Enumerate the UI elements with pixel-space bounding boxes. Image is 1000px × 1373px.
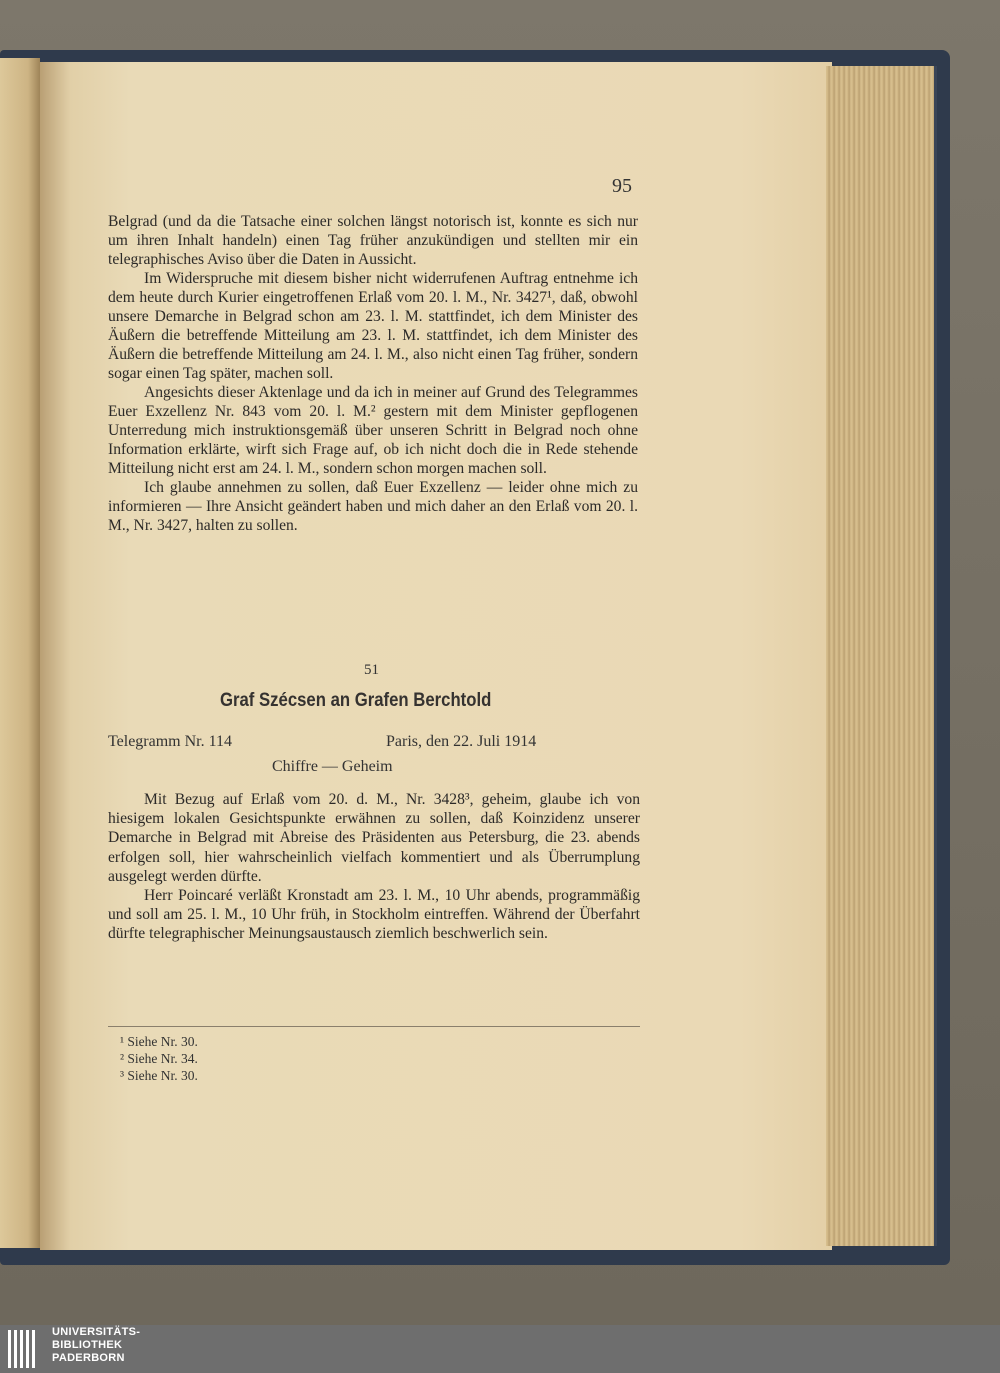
paragraph: Ich glaube annehmen zu sollen, daß Euer Exzellenz — leider ohne mich zu informieren — Ihre Ansicht geändert haben und mich daher an den Erlaß vom 20. l. M., Nr. 3427, halten zu sollen. xyxy=(108,479,638,534)
logo-line: UNIVERSITÄTS- xyxy=(52,1326,141,1338)
paragraph: Herr Poincaré verläßt Kronstadt am 23. l. M., 10 Uhr abends, programmäßig und soll am 25. l. M., 10 Uhr früh, in Stockholm eintreffen. Während der Überfahrt dürfte telegraphischer Meinungsaustausch ziemlich beschwerlich sein. xyxy=(108,887,640,943)
telegram-body xyxy=(108,790,640,944)
logo-line: PADERBORN xyxy=(52,1352,125,1364)
logo-line: BIBLIOTHEK xyxy=(52,1339,123,1351)
footnote: ² Siehe Nr. 34. xyxy=(120,1051,198,1066)
library-footer xyxy=(0,1325,1000,1373)
top-text-block xyxy=(108,212,638,535)
paragraph: Belgrad (und da die Tatsache einer solchen längst notorisch ist, konnte es sich nur um ihren Inhalt handeln) einen Tag früher anzukündigen und stellten mir ein telegraphisches Aviso über die Daten in Aussicht. xyxy=(108,213,638,268)
place-date: Paris, den 22. Juli 1914 xyxy=(386,733,537,750)
footnote-rule xyxy=(108,1026,640,1027)
footnotes xyxy=(120,1033,198,1084)
paragraph: Angesichts dieser Aktenlage und da ich in meiner auf Grund des Telegrammes Euer Exzellenz Nr. 843 vom 20. l. M.² gestern mit dem Minister gepflogenen Unterredung mich instruktionsgemäß über unseren Schritt in Belgrad noch ohne Information erklärte, wirft sich Frage auf, ob ich nicht doch die in Rede stehende Mitteilung nicht erst am 24. l. M., sondern schon morgen machen soll. xyxy=(108,384,638,477)
telegram-number: Telegramm Nr. 114 xyxy=(108,733,233,750)
classification: Chiffre — Geheim xyxy=(272,758,393,775)
document-title: Graf Szécsen an Grafen Berchtold xyxy=(220,690,492,711)
library-logo-icon xyxy=(8,1330,36,1368)
page-edges xyxy=(826,66,937,1246)
document-number: 51 xyxy=(364,662,379,678)
paragraph: Mit Bezug auf Erlaß vom 20. d. M., Nr. 3428³, geheim, glaube ich von hiesigem lokalen Gesichtspunkte erwähnen zu sollen, daß Koinzidenz unserer Demarche in Belgrad mit Abreise des Präsidenten aus Petersburg, die 23. abends erfolgen soll, hier wahrscheinlich vielfach kommentiert und als Überrumplung ausgelegt werden dürfte. xyxy=(108,791,640,885)
footnote: ¹ Siehe Nr. 30. xyxy=(120,1034,198,1049)
library-logo-text xyxy=(52,1326,140,1365)
paragraph: Im Widerspruche mit diesem bisher nicht widerrufenen Auftrag entnehme ich dem heute durch Kurier eingetroffenen Erlaß vom 20. l. M., Nr. 3427¹, daß, obwohl unsere Demarche in Belgrad schon am 23. l. M. stattfindet, ich dem Minister des Äußern die betreffende Mitteilung am 23. l. M. stattfindet, ich dem Minister des Äußern die betreffende Mitteilung am 24. l. M., also nicht einen Tag früher, sondern sogar einen Tag später, machen soll. xyxy=(108,270,638,382)
page-number: 95 xyxy=(612,175,632,197)
left-page-edge xyxy=(0,58,40,1248)
footnote: ³ Siehe Nr. 30. xyxy=(120,1068,198,1083)
